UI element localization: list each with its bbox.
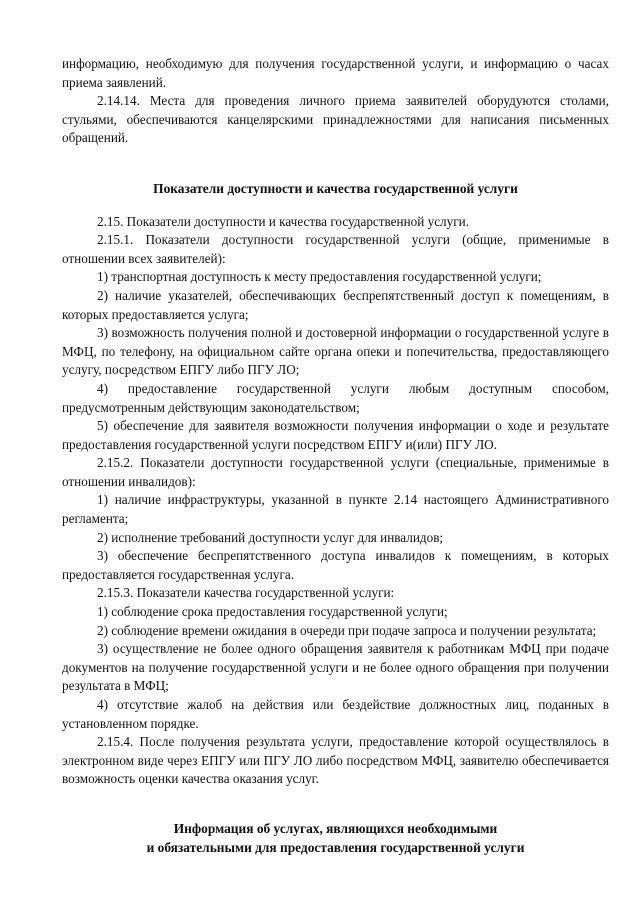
- list-item: 3) обеспечение беспрепятственного доступа инвалидов к помещениям, в которых предоставляется государственная услуга.: [62, 548, 609, 582]
- list-item: 1) транспортная доступность к месту предоставления государственной услуги;: [97, 269, 542, 285]
- section-title: Показатели доступности и качества государственной услуги: [153, 180, 518, 196]
- paragraph: 2.15.3. Показатели качества государственной услуги:: [97, 585, 395, 601]
- list-item: 1) соблюдение срока предоставления государственной услуги;: [97, 604, 448, 620]
- list-item: 2) наличие указателей, обеспечивающих беспрепятственный доступ к помещениям, в которых предоставляется услуга;: [62, 287, 609, 322]
- paragraph: 2.15. Показатели доступности и качества государственной услуги.: [97, 213, 469, 229]
- section-title-line: Информация об услугах, являющихся необходимыми: [173, 820, 498, 836]
- list-item: 5) обеспечение для заявителя возможности получения информации о ходе и результате предоставления государственной услуги посредством ЕПГУ и(или) ПГУ ЛО.: [62, 418, 609, 452]
- list-item: 3) осуществление не более одного обращения заявителя к работникам МФЦ при подаче документов на получение государственной услуги и не более одного обращения при получении результата в МФЦ;: [62, 641, 609, 694]
- list-item: 2) исполнение требований доступности услуг для инвалидов;: [97, 529, 444, 545]
- paragraph: 2.14.14. Места для проведения личного приема заявителей оборудуются столами, стульями, обеспечиваются канцелярскими принадлежностями для написания письменных обращений.: [62, 93, 609, 146]
- list-item: 4) отсутствие жалоб на действия или бездействие должностных лиц, поданных в установленном порядке.: [62, 697, 609, 731]
- list-item: 4) предоставление государственной услуги любым доступным способом, предусмотренным действующим законодательством;: [62, 380, 609, 415]
- list-item: 2) соблюдение времени ожидания в очереди при подаче запроса и получении результата;: [97, 622, 597, 638]
- paragraph: 2.15.4. После получения результата услуги, предоставление которой осуществлялось в электронном виде через ЕПГУ или ПГУ ЛО либо посредством МФЦ, заявителю обеспечивается возможность оценки качества оказания услуг.: [62, 734, 609, 787]
- list-item: 3) возможность получения полной и достоверной информации о государственной услуге в МФЦ, по телефону, на официальном сайте органа опеки и попечительства, предоставляющего услугу, посредством ЕПГУ либо ПГУ ЛО;: [62, 325, 609, 378]
- paragraph: информацию, необходимую для получения государственной услуги, и информацию о часах приема заявлений.: [62, 56, 609, 90]
- paragraph: 2.15.2. Показатели доступности государственной услуги (специальные, применимые в отношении инвалидов):: [62, 455, 609, 489]
- section-title: [62, 819, 609, 857]
- list-item: 1) наличие инфраструктуры, указанной в пункте 2.14 настоящего Административного регламента;: [62, 492, 609, 527]
- paragraph: 2.15.1. Показатели доступности государственной услуги (общие, применимые в отношении всех заявителей):: [62, 232, 609, 266]
- section-title-line: и обязательными для предоставления государственной услуги: [146, 839, 525, 855]
